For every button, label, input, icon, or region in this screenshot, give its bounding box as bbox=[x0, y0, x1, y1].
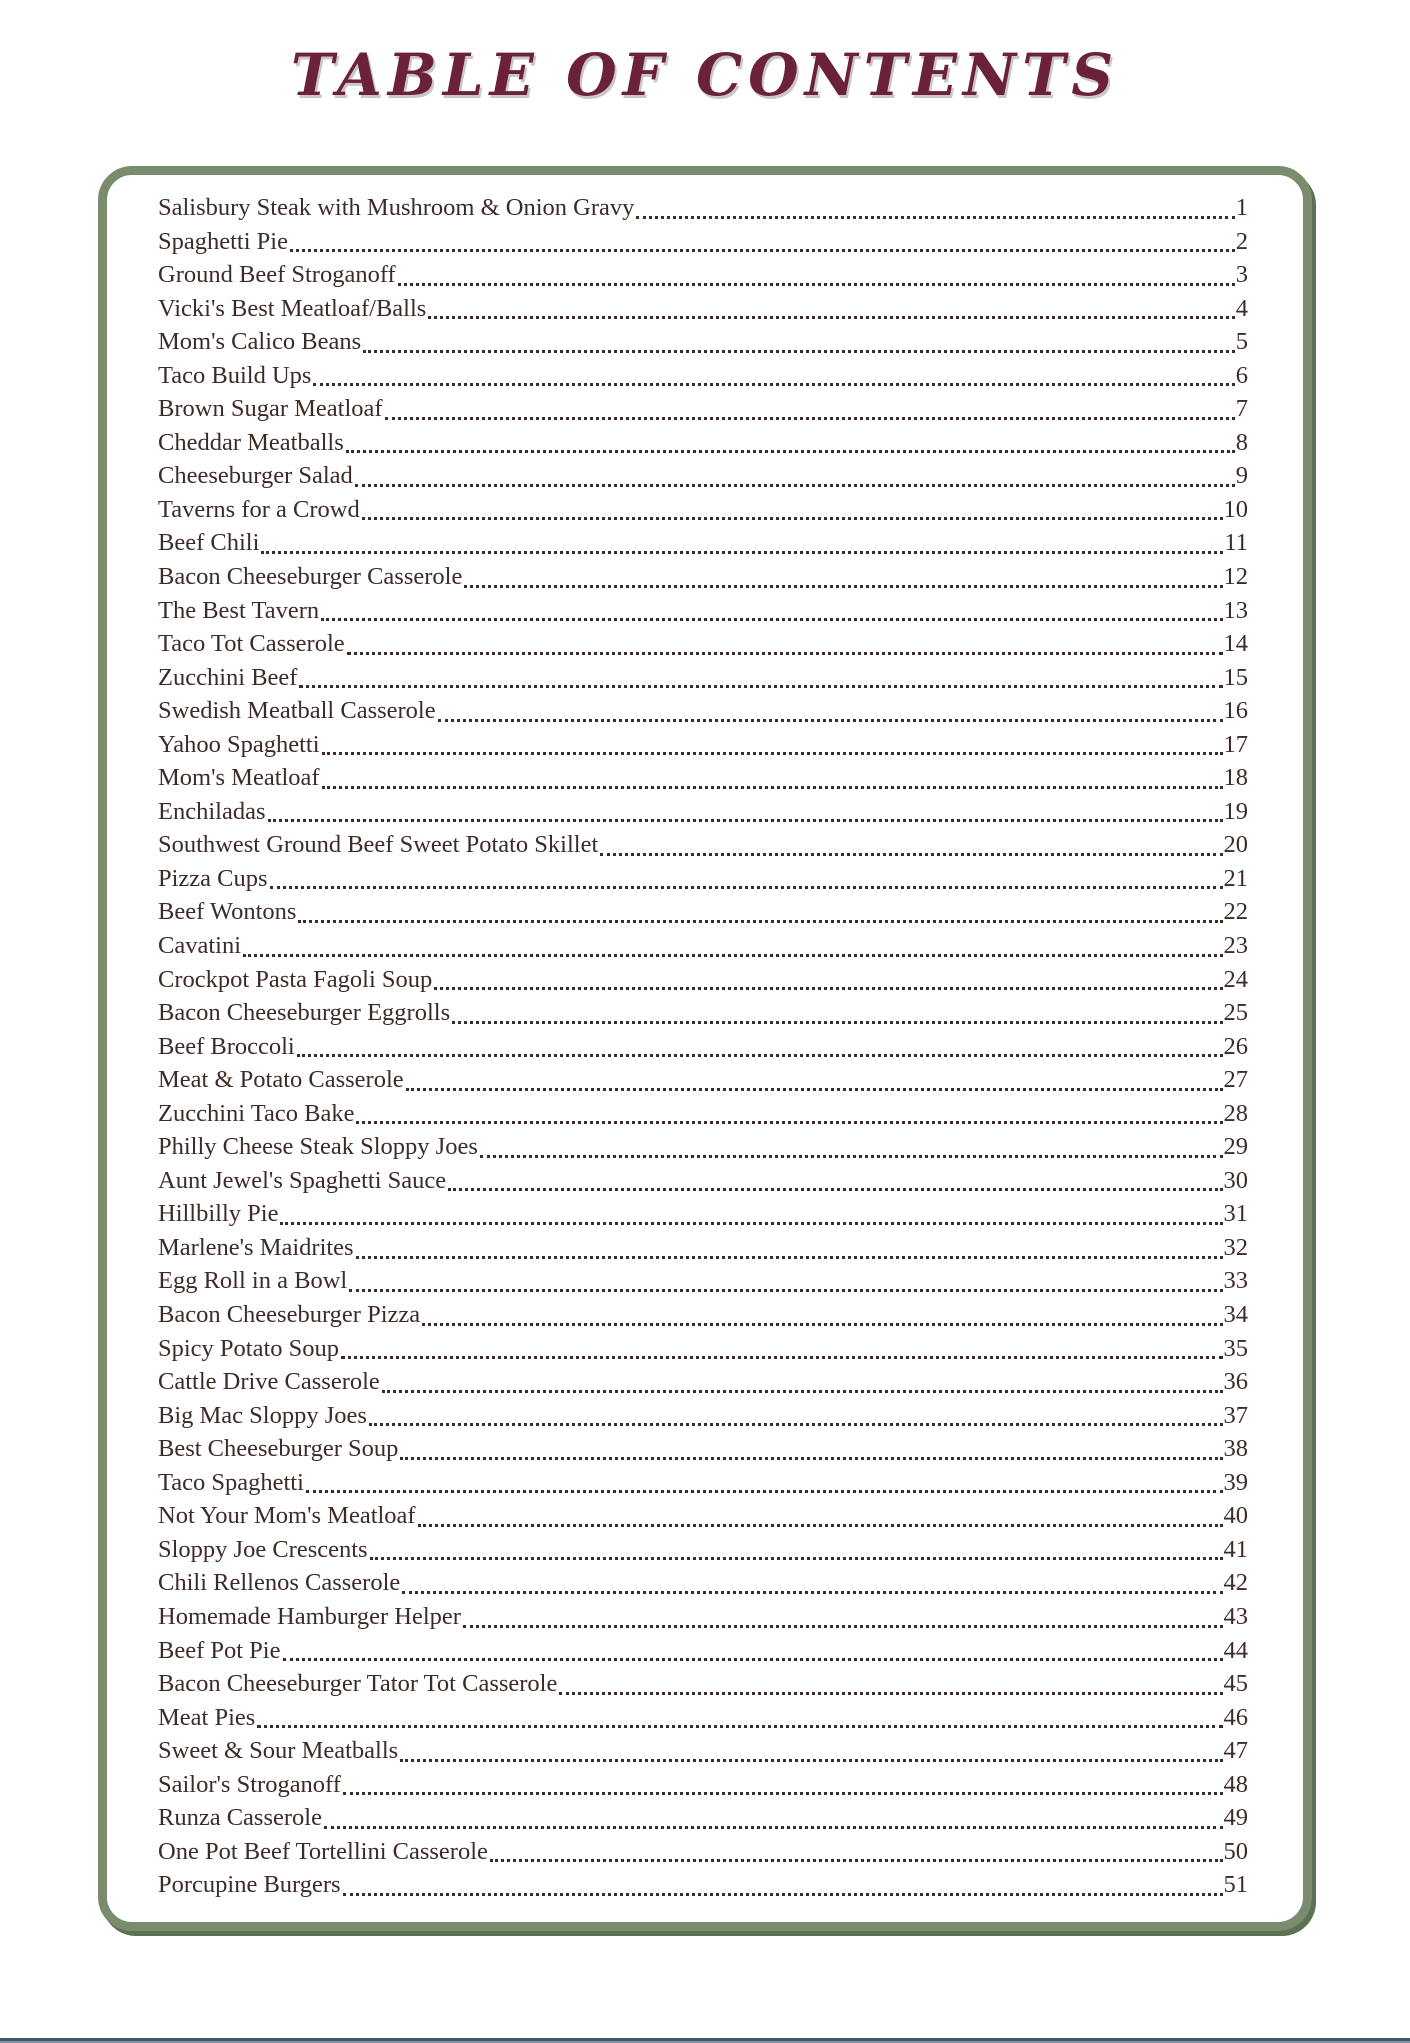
toc-leader-dots bbox=[636, 216, 1234, 219]
toc-entry-page: 32 bbox=[1223, 1233, 1248, 1261]
toc-leader-dots bbox=[463, 1625, 1223, 1628]
toc-entry-page: 5 bbox=[1235, 328, 1248, 356]
toc-entry-page: 31 bbox=[1223, 1200, 1248, 1228]
toc-entry-title: Pizza Cups bbox=[158, 864, 268, 892]
toc-entry[interactable] bbox=[158, 594, 1248, 628]
toc-leader-dots bbox=[297, 1054, 1223, 1057]
toc-panel bbox=[98, 166, 1312, 1931]
toc-entry[interactable] bbox=[158, 1332, 1248, 1366]
toc-entry[interactable] bbox=[158, 1566, 1248, 1600]
toc-entry-title: Yahoo Spaghetti bbox=[158, 730, 320, 758]
toc-entry-title: Sweet & Sour Meatballs bbox=[158, 1737, 399, 1765]
toc-entry-page: 12 bbox=[1223, 563, 1248, 590]
toc-leader-dots bbox=[346, 450, 1235, 453]
toc-entry-page: 33 bbox=[1223, 1267, 1248, 1295]
toc-leader-dots bbox=[480, 1155, 1223, 1158]
toc-leader-dots bbox=[362, 517, 1223, 520]
toc-entry[interactable] bbox=[158, 1197, 1248, 1231]
toc-entry-page: 19 bbox=[1223, 797, 1248, 825]
toc-entry[interactable] bbox=[158, 1768, 1248, 1802]
toc-entry-title: Spaghetti Pie bbox=[158, 227, 288, 255]
toc-entry-title: Cattle Drive Casserole bbox=[158, 1368, 380, 1396]
toc-entry-title: Not Your Mom's Meatloaf bbox=[158, 1502, 416, 1530]
toc-entry-page: 15 bbox=[1223, 663, 1248, 691]
toc-leader-dots bbox=[257, 1725, 1222, 1728]
toc-entry[interactable] bbox=[158, 1634, 1248, 1668]
toc-leader-dots bbox=[341, 1356, 1222, 1359]
toc-entry-page: 7 bbox=[1235, 395, 1248, 423]
toc-entry-title: Mom's Meatloaf bbox=[158, 764, 320, 792]
toc-leader-dots bbox=[280, 1222, 1222, 1225]
toc-leader-dots bbox=[428, 316, 1234, 319]
toc-entry-title: Meat Pies bbox=[158, 1703, 256, 1731]
toc-entry[interactable] bbox=[158, 459, 1248, 493]
toc-leader-dots bbox=[324, 1826, 1223, 1829]
toc-leader-dots bbox=[438, 719, 1223, 722]
toc-leader-dots bbox=[261, 551, 1223, 554]
toc-entry[interactable] bbox=[158, 258, 1248, 292]
toc-entry-page: 22 bbox=[1223, 898, 1248, 926]
toc-entry[interactable] bbox=[158, 895, 1248, 929]
toc-entry-title: Philly Cheese Steak Sloppy Joes bbox=[158, 1133, 478, 1161]
toc-entry-title: Hillbilly Pie bbox=[158, 1200, 279, 1228]
toc-entry[interactable] bbox=[158, 526, 1248, 560]
toc-leader-dots bbox=[298, 920, 1222, 923]
toc-entry[interactable] bbox=[158, 1835, 1248, 1869]
toc-leader-dots bbox=[343, 1893, 1223, 1896]
toc-entry-title: Cheddar Meatballs bbox=[158, 428, 344, 456]
toc-entry[interactable] bbox=[158, 359, 1248, 393]
toc-entry[interactable] bbox=[158, 1063, 1248, 1097]
toc-entry[interactable] bbox=[158, 627, 1248, 661]
toc-leader-dots bbox=[321, 618, 1222, 621]
toc-leader-dots bbox=[369, 1423, 1223, 1426]
toc-entry[interactable] bbox=[158, 1734, 1248, 1768]
toc-entry-page: 42 bbox=[1223, 1569, 1248, 1597]
toc-entry-title: Beef Chili bbox=[158, 529, 260, 557]
toc-entry-title: Enchiladas bbox=[158, 797, 266, 825]
toc-leader-dots bbox=[313, 383, 1234, 386]
toc-entry-page: 6 bbox=[1235, 361, 1248, 389]
toc-entry[interactable] bbox=[158, 1499, 1248, 1533]
toc-entry-title: Ground Beef Stroganoff bbox=[158, 261, 396, 289]
toc-entry-page: 27 bbox=[1223, 1066, 1248, 1094]
toc-entry-page: 46 bbox=[1223, 1703, 1248, 1731]
toc-entry-page: 25 bbox=[1223, 999, 1248, 1027]
toc-entry-page: 51 bbox=[1223, 1871, 1248, 1899]
toc-entry[interactable] bbox=[158, 1298, 1248, 1332]
toc-entry[interactable] bbox=[158, 1399, 1248, 1433]
toc-entry-page: 8 bbox=[1235, 428, 1248, 456]
toc-entry[interactable] bbox=[158, 426, 1248, 460]
toc-entry-page: 26 bbox=[1223, 1032, 1248, 1060]
toc-entry[interactable] bbox=[158, 1130, 1248, 1164]
toc-entry-page: 24 bbox=[1223, 965, 1248, 993]
toc-entry-title: Crockpot Pasta Fagoli Soup bbox=[158, 965, 433, 993]
toc-entry[interactable] bbox=[158, 1030, 1248, 1064]
toc-leader-dots bbox=[422, 1323, 1222, 1326]
toc-entry-title: Meat & Potato Casserole bbox=[158, 1066, 404, 1094]
toc-entry-page: 2 bbox=[1235, 227, 1248, 255]
toc-entry-page: 16 bbox=[1223, 697, 1248, 725]
toc-list bbox=[158, 191, 1248, 1902]
toc-entry-title: Bacon Cheeseburger Pizza bbox=[158, 1301, 421, 1329]
toc-leader-dots bbox=[243, 954, 1222, 957]
toc-entry-page: 1 bbox=[1235, 193, 1248, 221]
toc-entry-title: Big Mac Sloppy Joes bbox=[158, 1401, 367, 1429]
toc-entry[interactable] bbox=[158, 1432, 1248, 1466]
toc-entry-page: 14 bbox=[1223, 630, 1248, 658]
toc-entry-page: 37 bbox=[1223, 1401, 1248, 1429]
toc-entry-title: Runza Casserole bbox=[158, 1804, 322, 1832]
toc-entry[interactable] bbox=[158, 996, 1248, 1030]
toc-entry[interactable] bbox=[158, 292, 1248, 326]
toc-leader-dots bbox=[322, 752, 1223, 755]
toc-entry-title: Marlene's Maidrites bbox=[158, 1233, 354, 1261]
toc-entry-title: Cheeseburger Salad bbox=[158, 462, 353, 490]
toc-entry-page: 18 bbox=[1223, 764, 1248, 792]
toc-leader-dots bbox=[347, 652, 1223, 655]
toc-leader-dots bbox=[343, 1792, 1223, 1795]
toc-entry-title: Best Cheeseburger Soup bbox=[158, 1435, 399, 1463]
toc-entry-title: Southwest Ground Beef Sweet Potato Skillet bbox=[158, 831, 599, 859]
toc-entry[interactable] bbox=[158, 862, 1248, 896]
toc-entry-title: The Best Tavern bbox=[158, 596, 320, 624]
toc-leader-dots bbox=[299, 685, 1222, 688]
toc-entry-title: Beef Wontons bbox=[158, 898, 297, 926]
toc-entry-page: 28 bbox=[1223, 1099, 1248, 1127]
toc-entry-page: 45 bbox=[1223, 1670, 1248, 1698]
toc-entry-page: 4 bbox=[1235, 294, 1248, 322]
toc-entry-page: 23 bbox=[1223, 932, 1248, 960]
toc-leader-dots bbox=[355, 484, 1235, 487]
toc-entry[interactable] bbox=[158, 225, 1248, 259]
toc-entry[interactable] bbox=[158, 795, 1248, 829]
toc-entry-page: 41 bbox=[1223, 1535, 1248, 1563]
toc-entry-page: 38 bbox=[1223, 1435, 1248, 1463]
toc-entry-title: Bacon Cheeseburger Casserole bbox=[158, 563, 463, 590]
toc-entry-page: 50 bbox=[1223, 1837, 1248, 1865]
toc-leader-dots bbox=[418, 1524, 1223, 1527]
toc-leader-dots bbox=[306, 1490, 1223, 1493]
toc-entry-page: 47 bbox=[1223, 1737, 1248, 1765]
toc-entry-page: 9 bbox=[1235, 462, 1248, 490]
toc-entry-title: Swedish Meatball Casserole bbox=[158, 697, 436, 725]
toc-entry-page: 35 bbox=[1223, 1334, 1248, 1362]
toc-entry[interactable] bbox=[158, 828, 1248, 862]
toc-entry-title: Taco Spaghetti bbox=[158, 1468, 304, 1496]
toc-entry-title: One Pot Beef Tortellini Casserole bbox=[158, 1837, 488, 1865]
toc-leader-dots bbox=[600, 853, 1222, 856]
toc-entry[interactable] bbox=[158, 963, 1248, 997]
toc-leader-dots bbox=[452, 1021, 1222, 1024]
toc-entry[interactable] bbox=[158, 1466, 1248, 1500]
toc-leader-dots bbox=[402, 1591, 1222, 1594]
toc-entry-title: Spicy Potato Soup bbox=[158, 1334, 340, 1362]
toc-entry-title: Brown Sugar Meatloaf bbox=[158, 395, 383, 423]
toc-leader-dots bbox=[385, 417, 1235, 420]
toc-leader-dots bbox=[448, 1188, 1222, 1191]
toc-entry[interactable] bbox=[158, 1533, 1248, 1567]
toc-entry-title: Sloppy Joe Crescents bbox=[158, 1535, 368, 1563]
toc-entry[interactable] bbox=[158, 560, 1248, 594]
toc-entry-title: Taco Build Ups bbox=[158, 361, 312, 389]
toc-entry-title: Beef Pot Pie bbox=[158, 1636, 281, 1664]
toc-leader-dots bbox=[370, 1557, 1223, 1560]
toc-entry-page: 30 bbox=[1223, 1166, 1248, 1194]
toc-entry-page: 10 bbox=[1223, 495, 1248, 523]
toc-entry-title: Taverns for a Crowd bbox=[158, 495, 360, 523]
toc-leader-dots bbox=[382, 1390, 1223, 1393]
toc-entry-title: Taco Tot Casserole bbox=[158, 630, 345, 658]
toc-leader-dots bbox=[270, 886, 1223, 889]
toc-entry-page: 21 bbox=[1223, 864, 1248, 892]
toc-entry-page: 36 bbox=[1223, 1368, 1248, 1396]
toc-leader-dots bbox=[356, 1121, 1222, 1124]
toc-entry[interactable] bbox=[158, 1600, 1248, 1634]
toc-entry-page: 48 bbox=[1223, 1770, 1248, 1798]
toc-entry[interactable] bbox=[158, 191, 1248, 225]
toc-entry-title: Bacon Cheeseburger Eggrolls bbox=[158, 999, 451, 1027]
toc-entry-page: 40 bbox=[1223, 1502, 1248, 1530]
toc-entry-title: Mom's Calico Beans bbox=[158, 328, 362, 356]
toc-entry[interactable] bbox=[158, 1265, 1248, 1299]
toc-entry-page: 49 bbox=[1223, 1804, 1248, 1832]
toc-entry-page: 44 bbox=[1223, 1636, 1248, 1664]
toc-leader-dots bbox=[434, 987, 1222, 990]
toc-entry-title: Zucchini Beef bbox=[158, 663, 298, 691]
toc-entry-title: Homemade Hamburger Helper bbox=[158, 1602, 461, 1630]
toc-entry-title: Vicki's Best Meatloaf/Balls bbox=[158, 294, 427, 322]
toc-entry[interactable] bbox=[158, 493, 1248, 527]
toc-entry[interactable] bbox=[158, 1801, 1248, 1835]
toc-entry-title: Bacon Cheeseburger Tator Tot Casserole bbox=[158, 1670, 558, 1698]
toc-entry[interactable] bbox=[158, 1097, 1248, 1131]
toc-entry-page: 20 bbox=[1223, 831, 1248, 859]
toc-leader-dots bbox=[490, 1859, 1223, 1862]
toc-entry-title: Chili Rellenos Casserole bbox=[158, 1569, 401, 1597]
toc-entry[interactable] bbox=[158, 1868, 1248, 1902]
toc-leader-dots bbox=[268, 819, 1223, 822]
toc-leader-dots bbox=[398, 283, 1235, 286]
toc-leader-dots bbox=[363, 350, 1235, 353]
toc-entry-title: Beef Broccoli bbox=[158, 1032, 295, 1060]
toc-entry[interactable] bbox=[158, 1701, 1248, 1735]
toc-leader-dots bbox=[464, 585, 1222, 588]
toc-entry[interactable] bbox=[158, 1164, 1248, 1198]
toc-leader-dots bbox=[290, 249, 1235, 252]
toc-entry-page: 17 bbox=[1223, 730, 1248, 758]
toc-entry[interactable] bbox=[158, 661, 1248, 695]
toc-entry-page: 11 bbox=[1224, 529, 1248, 557]
toc-leader-dots bbox=[283, 1658, 1223, 1661]
toc-entry-title: Zucchini Taco Bake bbox=[158, 1099, 355, 1127]
toc-leader-dots bbox=[559, 1692, 1222, 1695]
toc-entry[interactable] bbox=[158, 325, 1248, 359]
toc-leader-dots bbox=[400, 1457, 1222, 1460]
toc-entry[interactable] bbox=[158, 1667, 1248, 1701]
toc-leader-dots bbox=[406, 1088, 1223, 1091]
toc-entry-page: 29 bbox=[1223, 1133, 1248, 1161]
toc-entry-title: Egg Roll in a Bowl bbox=[158, 1267, 348, 1295]
toc-entry-page: 39 bbox=[1223, 1468, 1248, 1496]
toc-entry-title: Cavatini bbox=[158, 932, 242, 960]
toc-leader-dots bbox=[400, 1759, 1222, 1762]
toc-entry-title: Porcupine Burgers bbox=[158, 1871, 341, 1899]
toc-entry-title: Salisbury Steak with Mushroom & Onion Gravy bbox=[158, 193, 635, 221]
toc-entry[interactable] bbox=[158, 728, 1248, 762]
page-title: TABLE OF CONTENTS bbox=[290, 41, 1120, 109]
toc-entry-title: Sailor's Stroganoff bbox=[158, 1770, 341, 1798]
toc-entry-page: 34 bbox=[1223, 1301, 1248, 1329]
toc-leader-dots bbox=[356, 1256, 1223, 1259]
page-bottom-edge bbox=[0, 2038, 1410, 2043]
toc-entry[interactable] bbox=[158, 929, 1248, 963]
toc-entry-page: 13 bbox=[1223, 596, 1248, 624]
toc-entry-page: 43 bbox=[1223, 1602, 1248, 1630]
toc-entry-page: 3 bbox=[1235, 261, 1248, 289]
toc-entry[interactable] bbox=[158, 761, 1248, 795]
toc-entry-title: Aunt Jewel's Spaghetti Sauce bbox=[158, 1166, 447, 1194]
toc-entry[interactable] bbox=[158, 392, 1248, 426]
toc-entry[interactable] bbox=[158, 1365, 1248, 1399]
toc-leader-dots bbox=[349, 1289, 1222, 1292]
toc-leader-dots bbox=[322, 786, 1223, 789]
toc-entry[interactable] bbox=[158, 694, 1248, 728]
toc-entry[interactable] bbox=[158, 1231, 1248, 1265]
